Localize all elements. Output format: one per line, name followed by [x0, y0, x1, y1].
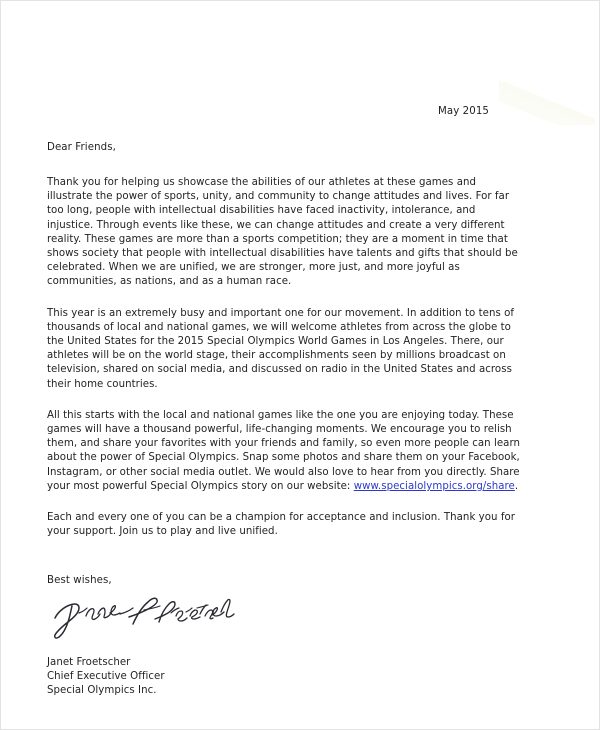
- letter-closing-paragraph: Each and every one of you can be a champion for acceptance and inclusion. Thank you for your support. Join us to play and live unified.: [47, 512, 515, 538]
- signer-title: Chief Executive Officer: [47, 671, 165, 683]
- signer-organization: Special Olympics Inc.: [47, 684, 157, 696]
- letter-paragraph-2: This year is an extremely busy and important one for our movement. In addition to tens of thousands of local and national games, we will welcome athletes from across the globe to the United States for the 2015 Special Olympics World Games in Los Angeles. There, our athletes will be on the world stage, their accomplishments seen by millions broadcast on television, shared on social media, and discussed on radio in the United States and across their home countries.: [47, 307, 515, 390]
- paragraph-3-text-after-link: .: [514, 480, 519, 492]
- letter-paragraph-3: [47, 409, 523, 494]
- letter-valediction: Best wishes,: [47, 575, 112, 587]
- paragraph-3-text-before-link: All this starts with the local and national games like the one you are enjoying today. These games will have a thousand powerful, life-changing moments. We encourage you to relish them, and share your favorites with your friends and family, so even more people can learn about the power of Special Olympics. Snap some photos and share them on your Facebook, Instagram, or other social media outlet. We would also love to hear from you directly. Share your most powerful Special Olympics story on our website:: [47, 409, 521, 492]
- signature-block: [47, 656, 533, 697]
- special-olympics-share-link[interactable]: www.specialolympics.org/share: [353, 480, 515, 492]
- signature-image: [49, 592, 239, 640]
- letter-salutation: Dear Friends,: [47, 142, 116, 153]
- letter-date: May 2015: [437, 106, 489, 117]
- letter-paragraph-1: Thank you for helping us showcase the abilities of our athletes at these games and illustrate the power of sports, unity, and community to change attitudes and lives. For far too long, people with intellectual disabilities have faced inactivity, intolerance, and injustice. Through events like these, we can change attitudes and create a very different reality. These games are more than a sports competition; they are a moment in time that shows society that people with intellectual disabilities have talents and gifts that should be celebrated. When we are unified, we are stronger, more just, and more joyful as communities, as nations, and as a human race.: [47, 177, 518, 288]
- signer-name: Janet Froetscher: [47, 657, 131, 669]
- letter-body: [47, 105, 533, 697]
